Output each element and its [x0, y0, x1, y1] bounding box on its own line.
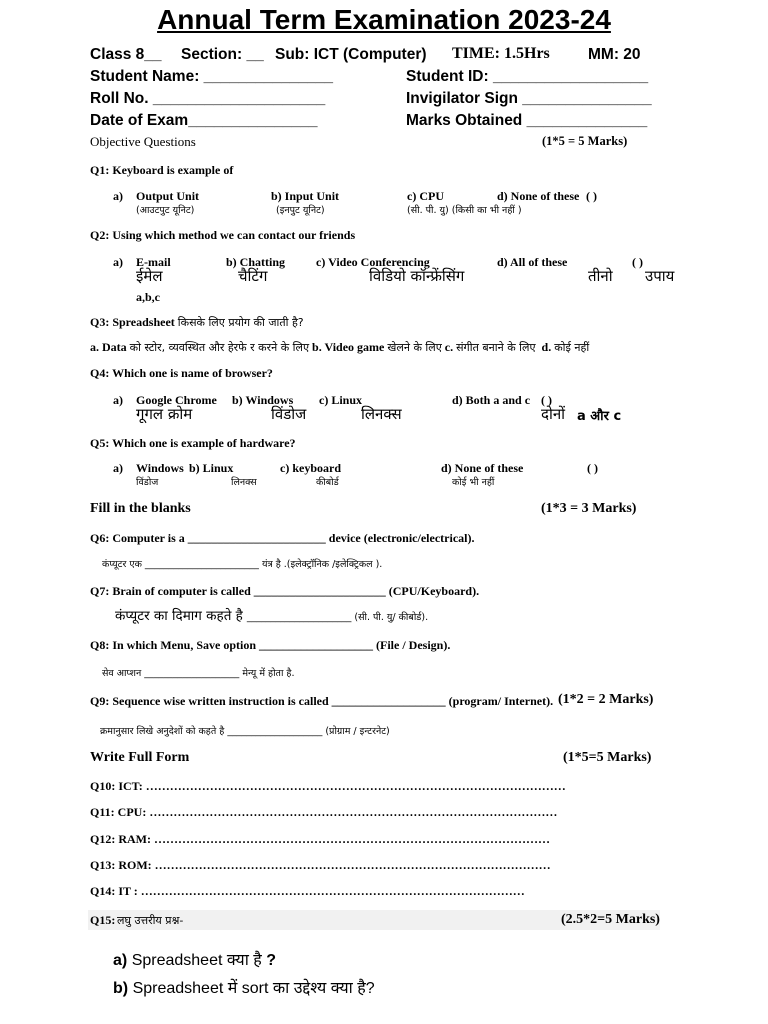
q5-option-marker: a)	[113, 461, 123, 475]
q3-option-c[interactable]: c.	[444, 340, 454, 354]
q2-option-a-hindi: ईमेल	[136, 267, 163, 285]
q1-option-b[interactable]: b) Input Unit	[271, 189, 340, 203]
q1-option-b-hindi: (इनपुट यूनिट)	[276, 205, 325, 216]
q1-option-c[interactable]: c) CPU	[407, 189, 444, 203]
q4-text: Q4: Which one is name of browser?	[90, 366, 273, 380]
q1-answer-box[interactable]: ( )	[586, 189, 597, 203]
q1-option-a-hindi: (आउटपुट यूनिट)	[136, 205, 195, 216]
q1-text: Q1: Keyboard is example of	[90, 163, 234, 177]
q3-option-b[interactable]: b. Video game	[312, 340, 385, 354]
q15-part-a-label: a)	[113, 952, 128, 969]
roll-no-field[interactable]: Roll No. ____________________	[90, 90, 326, 107]
q14-text[interactable]: Q14: IT : ……………………………………………………………………………………	[90, 884, 525, 898]
q2-answer-box[interactable]: ( )	[632, 255, 643, 269]
q15-part-b-label: b)	[113, 980, 129, 997]
page-title: Annual Term Examination 2023-24	[157, 4, 611, 35]
subject-field: Sub: ICT (Computer)	[275, 46, 427, 63]
fill-blanks-heading: Fill in the blanks	[90, 501, 191, 516]
q2-option-c-hindi: विडियो कॉन्फ्रेंसिंग	[369, 267, 465, 285]
q1-option-marker: a)	[113, 189, 123, 203]
max-marks-field: MM: 20	[588, 46, 641, 63]
q13-text[interactable]: Q13: ROM: ………………………………………………………………………………………	[90, 858, 551, 872]
q5-option-c[interactable]: c) keyboard	[280, 461, 341, 475]
q3-options	[90, 340, 589, 355]
q4-option-d-hindi-2: a और c	[577, 409, 622, 424]
q2-option-d-hindi-1: तीनो	[588, 267, 613, 285]
q3-text-hindi: किसके लिए प्रयोग की जाती है?	[177, 316, 304, 329]
q15-hindi: लघु उत्तरीय प्रश्न-	[117, 914, 184, 927]
q5-option-a-hindi: विंडोज	[136, 477, 159, 488]
objective-heading: Objective Questions	[90, 134, 196, 149]
invigilator-sign-field[interactable]: Invigilator Sign _______________	[406, 90, 652, 107]
q15-marks: (2.5*2=5 Marks)	[561, 912, 660, 927]
full-form-marks: (1*5=5 Marks)	[563, 750, 652, 765]
q3-option-d[interactable]: d.	[541, 340, 552, 354]
fill-blanks-marks: (1*3 = 3 Marks)	[541, 501, 637, 516]
q15-part-a-text: Spreadsheet क्या है	[131, 952, 267, 969]
q4-option-marker: a)	[113, 393, 123, 407]
q5-option-a[interactable]: Windows	[136, 461, 184, 475]
student-name-field[interactable]: Student Name: _______________	[90, 68, 333, 85]
q7-hindi	[115, 606, 428, 625]
q3-option-c-hindi: संगीत बनाने के लिए	[456, 341, 536, 354]
q3-text-en: Q3: Spreadsheet	[90, 315, 175, 329]
time-field: TIME: 1.5Hrs	[452, 45, 550, 62]
q2-option-b[interactable]: b) Chatting	[226, 255, 286, 269]
q4-option-d[interactable]: d) Both a and c	[452, 393, 531, 407]
q15-part-b-text: Spreadsheet में sort का उद्देश्य क्या है?	[132, 980, 375, 997]
q7-hindi-main: कंप्यूटर का दिमाग कहते है	[115, 608, 243, 624]
q6-hindi: कंप्यूटर एक ________________________ यंत्र है .(इलेक्ट्रॉनिक /इलेक्ट्रिकल ).	[102, 559, 383, 570]
full-form-heading: Write Full Form	[90, 750, 190, 765]
q7-hindi-blank: ______________________ (सी. पी. यु/ कीबोर्ड).	[246, 612, 429, 623]
q4-answer-box[interactable]: ( )	[541, 393, 552, 407]
q2-option-marker: a)	[113, 255, 123, 269]
q10-text[interactable]: Q10: ICT: ……………………………………………………………………………………………	[90, 779, 566, 793]
q15-part-a-question-mark: ?	[266, 952, 277, 969]
q3-option-a-hindi: को स्टोर, व्यवस्थित और हेरफे र करने के लिए	[129, 341, 310, 354]
q1-option-a[interactable]: Output Unit	[136, 189, 200, 203]
q3-option-a[interactable]: a. Data	[90, 340, 127, 354]
q4-option-a-hindi: गूगल क्रोम	[136, 405, 193, 423]
q2-option-d-abc: a,b,c	[136, 290, 160, 304]
q5-option-d-hindi: कोई भी नहीं	[452, 477, 495, 488]
q5-text: Q5: Which one is example of hardware?	[90, 436, 296, 450]
q4-option-d-hindi: दोनों	[541, 405, 566, 423]
marks-obtained-field[interactable]: Marks Obtained ______________	[406, 112, 648, 129]
date-of-exam-field[interactable]: Date of Exam_______________	[90, 112, 318, 129]
q2-text: Q2: Using which method we can contact our friends	[90, 228, 356, 242]
q5-option-b[interactable]: b) Linux	[189, 461, 234, 475]
q4-option-c-hindi: लिनक्स	[361, 405, 402, 423]
q15-label: Q15:	[90, 913, 116, 927]
q2-option-b-hindi: चैटिंग	[238, 267, 268, 285]
q7-text: Q7: Brain of computer is called ______________________ (CPU/Keyboard).	[90, 584, 480, 598]
q5-answer-box[interactable]: ( )	[587, 461, 598, 475]
objective-marks: (1*5 = 5 Marks)	[542, 134, 628, 148]
q5-option-c-hindi: कीबोर्ड	[316, 477, 339, 488]
q3-option-b-hindi: खेलने के लिए	[387, 341, 442, 354]
q4-option-a[interactable]: Google Chrome	[136, 393, 217, 407]
q9-text: Q9: Sequence wise written instruction is called ___________________ (program/ Internet).	[90, 694, 554, 708]
q9-marks: (1*2 = 2 Marks)	[558, 692, 654, 707]
section-field: Section: __	[181, 46, 264, 63]
q6-text: Q6: Computer is a _______________________ device (electronic/electrical).	[90, 531, 475, 545]
q5-option-d[interactable]: d) None of these	[441, 461, 524, 475]
q2-option-d-hindi-2: उपाय	[645, 267, 675, 285]
q5-option-b-hindi: लिनक्स	[231, 477, 257, 488]
q4-option-c[interactable]: c) Linux	[319, 393, 363, 407]
q1-option-c-hindi: (सी. पी. यु) (किसी का भी नहीं )	[407, 205, 522, 216]
q2-option-d[interactable]: d) All of these	[497, 255, 568, 269]
q1-option-d[interactable]: d) None of these	[497, 189, 580, 203]
q3-text	[90, 315, 304, 330]
q9-hindi: क्रमानुसार लिखे अनुदेशों को कहते है ____________________ (प्रोग्राम / इन्टरनेट)	[100, 726, 390, 737]
q4-option-b-hindi: विंडोज	[271, 405, 307, 423]
q11-text[interactable]: Q11: CPU: …………………………………………………………………………………………	[90, 805, 558, 819]
q4-option-b[interactable]: b) Windows	[232, 393, 294, 407]
q8-text: Q8: In which Menu, Save option ___________________ (File / Design).	[90, 638, 451, 652]
q12-text[interactable]: Q12: RAM: ………………………………………………………………………………………	[90, 832, 550, 846]
q2-option-a[interactable]: E-mail	[136, 255, 171, 269]
student-id-field[interactable]: Student ID: __________________	[406, 68, 649, 85]
q15-part-a	[113, 948, 276, 970]
q8-hindi: सेव आप्शन ____________________ मेन्यू में होता है.	[102, 668, 295, 679]
q3-option-d-hindi: कोई नहीं	[554, 341, 590, 354]
class-field: Class 8__	[90, 46, 162, 63]
q2-option-c[interactable]: c) Video Conferencing	[316, 255, 430, 269]
q15-part-b	[113, 976, 375, 998]
